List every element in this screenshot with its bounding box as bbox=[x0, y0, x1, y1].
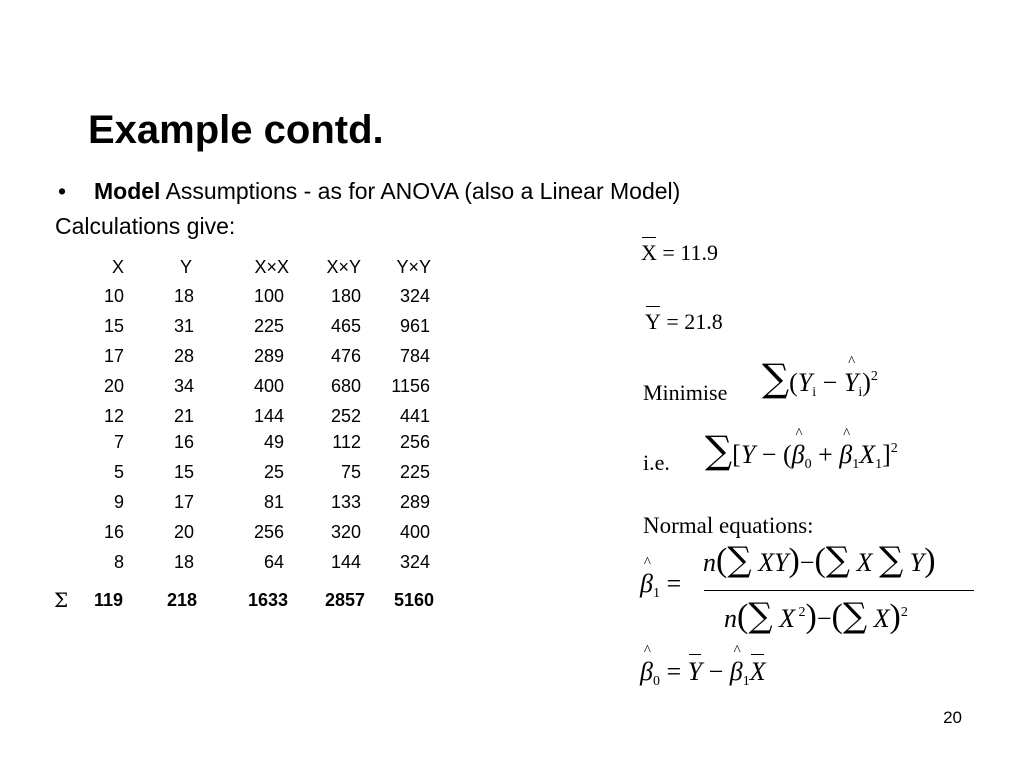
table-cell-yy: 256 bbox=[399, 432, 430, 452]
table-header-y: Y bbox=[179, 257, 192, 277]
ie-label: i.e. bbox=[643, 450, 670, 475]
page-number: 20 bbox=[943, 708, 962, 727]
table-cell-xx: 25 bbox=[263, 462, 284, 482]
y-mean-formula bbox=[645, 309, 723, 335]
table-header-xx: X×X bbox=[254, 257, 289, 277]
table-cell-x: 5 bbox=[113, 462, 124, 482]
sum-cell-x: 119 bbox=[93, 590, 123, 610]
table-cell-xy: 320 bbox=[330, 522, 361, 542]
table-cell-y: 15 bbox=[173, 462, 194, 482]
sum-cell-yy: 5160 bbox=[393, 590, 434, 610]
table-cell-y: 16 bbox=[173, 432, 194, 452]
table-cell-xx: 144 bbox=[253, 406, 284, 426]
beta0-formula: ^ $\beta_0 = Y$ − ^ $\beta_1X$ bbox=[640, 656, 766, 690]
table-cell-xx: 100 bbox=[253, 286, 284, 306]
table-cell-y: 28 bbox=[173, 346, 194, 366]
bullet-dot: • bbox=[58, 178, 67, 204]
table-cell-xy: 180 bbox=[330, 286, 361, 306]
table-cell-yy: 289 bbox=[399, 492, 430, 512]
bullet-text: Assumptions - as for ANOVA (also a Linear Model) bbox=[160, 178, 681, 204]
calculations-label: Calculations give: bbox=[55, 213, 236, 239]
minimise-expression: $\sum(Y_i$ − ^ $Y_i)^2$ bbox=[762, 356, 878, 401]
table-cell-xx: 400 bbox=[253, 376, 284, 396]
table-cell-xy: 144 bbox=[330, 552, 361, 572]
table-header-xy: X×Y bbox=[326, 257, 361, 277]
table-cell-x: 9 bbox=[113, 492, 124, 512]
table-cell-x: 17 bbox=[103, 346, 124, 366]
table-cell-y: 31 bbox=[173, 316, 194, 336]
table-cell-yy: 441 bbox=[399, 406, 430, 426]
sum-cell-xy: 2857 bbox=[324, 590, 365, 610]
table-cell-y: 18 bbox=[173, 552, 194, 572]
beta1-numerator: n(∑ XY)−(∑ X ∑ Y) bbox=[703, 540, 936, 580]
table-cell-y: 17 bbox=[173, 492, 194, 512]
table-cell-x: 16 bbox=[103, 522, 124, 542]
beta1-symbol: ^ $\beta_1$ = bbox=[640, 568, 681, 602]
table-cell-x: 8 bbox=[113, 552, 124, 572]
x-mean-value: = 11.9 bbox=[656, 240, 718, 265]
x-bar: X bbox=[641, 240, 657, 265]
table-cell-xx: 225 bbox=[253, 316, 284, 336]
bullet-bold-word: Model bbox=[94, 178, 161, 204]
table-cell-yy: 400 bbox=[399, 522, 430, 542]
table-cell-x: 7 bbox=[113, 432, 124, 452]
y-bar: Y bbox=[645, 309, 661, 334]
table-cell-y: 18 bbox=[173, 286, 194, 306]
x-mean-formula bbox=[641, 240, 718, 266]
table-cell-yy: 1156 bbox=[391, 376, 430, 396]
table-cell-xy: 133 bbox=[330, 492, 361, 512]
sum-cell-xx: 1633 bbox=[247, 590, 288, 610]
table-header-x: X bbox=[111, 257, 124, 277]
table-cell-yy: 784 bbox=[399, 346, 430, 366]
table-cell-y: 21 bbox=[173, 406, 194, 426]
table-cell-yy: 324 bbox=[399, 552, 430, 572]
table-cell-xy: 252 bbox=[330, 406, 361, 426]
normal-equations-label: Normal equations: bbox=[643, 513, 814, 538]
table-cell-xy: 680 bbox=[330, 376, 361, 396]
table-cell-x: 20 bbox=[103, 376, 124, 396]
table-cell-yy: 324 bbox=[399, 286, 430, 306]
table-cell-yy: 225 bbox=[399, 462, 430, 482]
table-cell-xx: 64 bbox=[263, 552, 284, 572]
table-cell-xy: 112 bbox=[332, 432, 361, 452]
sum-symbol: Σ bbox=[54, 588, 69, 612]
table-cell-xx: 289 bbox=[253, 346, 284, 366]
y-mean-value: = 21.8 bbox=[660, 309, 723, 334]
minimise-label: Minimise bbox=[643, 380, 728, 405]
table-cell-xy: 476 bbox=[330, 346, 361, 366]
table-cell-yy: 961 bbox=[399, 316, 430, 336]
beta1-denominator: n(∑ X $^2$)−(∑ X)$^2$ bbox=[724, 596, 908, 636]
table-cell-x: 15 bbox=[103, 316, 124, 336]
table-cell-xy: 465 bbox=[330, 316, 361, 336]
fraction-bar bbox=[704, 590, 974, 591]
ie-expression: ∑[Y − (^ $\beta_0$ + ^ $\beta_1X_1]^2$ bbox=[705, 428, 898, 473]
table-cell-x: 12 bbox=[103, 406, 124, 426]
table-header-yy: Y×Y bbox=[396, 257, 431, 277]
table-cell-xy: 75 bbox=[340, 462, 361, 482]
table-cell-x: 10 bbox=[103, 286, 124, 306]
sum-cell-y: 218 bbox=[166, 590, 197, 610]
table-cell-xx: 81 bbox=[263, 492, 284, 512]
page-title: Example contd. bbox=[88, 108, 384, 152]
table-cell-xx: 49 bbox=[263, 432, 284, 452]
table-cell-xx: 256 bbox=[253, 522, 284, 542]
table-cell-y: 34 bbox=[173, 376, 194, 396]
table-cell-y: 20 bbox=[173, 522, 194, 542]
